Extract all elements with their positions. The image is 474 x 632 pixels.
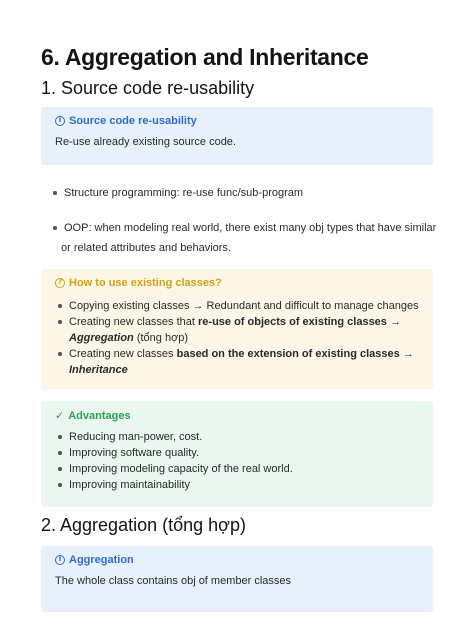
advantages-list bbox=[55, 429, 293, 493]
item-text: Creating new classes that bbox=[69, 316, 199, 328]
list-item: Improving software quality. bbox=[55, 445, 293, 461]
reuse-bullet-list bbox=[50, 185, 303, 201]
callout-body: Re-use already existing source code. bbox=[55, 136, 236, 148]
section-heading-aggregation: 2. Aggregation (tổng hợp) bbox=[41, 515, 246, 535]
list-item-oop bbox=[50, 220, 436, 236]
callout-title bbox=[55, 277, 222, 289]
question-icon bbox=[55, 278, 65, 288]
item-text: Creating new classes bbox=[69, 348, 177, 360]
info-icon bbox=[55, 116, 65, 126]
list-item-oop-line1: OOP: when modeling real world, there exist many obj types that have similar bbox=[64, 222, 437, 234]
item-text: (tổng hợp) bbox=[133, 332, 189, 344]
term-inheritance: Inheritance bbox=[69, 364, 128, 376]
callout-title-text: Advantages bbox=[68, 409, 131, 422]
list-item-inheritance bbox=[55, 346, 419, 362]
callout-title-text: Aggregation bbox=[69, 554, 134, 566]
callout-title bbox=[55, 554, 134, 566]
list-item-inheritance-continuation bbox=[55, 362, 419, 378]
callout-title bbox=[55, 409, 131, 422]
section-heading-reusability: 1. Source code re-usability bbox=[41, 78, 255, 98]
page-title: 6. Aggregation and Inheritance bbox=[41, 44, 369, 70]
callout-title-text: How to use existing classes? bbox=[69, 277, 222, 289]
check-icon: ✓ bbox=[55, 409, 65, 422]
term-aggregation: Aggregation bbox=[69, 332, 134, 344]
list-item-aggregation-continuation bbox=[55, 330, 419, 346]
list-item-structure-programming: Structure programming: re-use func/sub-program bbox=[50, 185, 303, 201]
callout-aggregation bbox=[41, 546, 433, 612]
item-bold-text: based on the extension of existing classes → bbox=[176, 348, 414, 360]
callout-how-to-use-existing-classes bbox=[41, 269, 433, 389]
list-item-copying: Copying existing classes → Redundant and difficult to manage changes bbox=[55, 298, 419, 314]
list-item: Improving modeling capacity of the real world. bbox=[55, 461, 293, 477]
callout-body: The whole class contains obj of member classes bbox=[55, 575, 291, 587]
callout-title-text: Source code re-usability bbox=[69, 115, 197, 127]
reuse-bullet-list-2 bbox=[50, 220, 436, 256]
item-bold-text: re-use of objects of existing classes → bbox=[198, 316, 401, 328]
info-icon bbox=[55, 555, 65, 565]
list-item-oop-line2: or related attributes and behaviors. bbox=[61, 242, 231, 254]
how-to-list bbox=[55, 298, 419, 378]
callout-title bbox=[55, 115, 197, 127]
list-item-oop-continuation bbox=[50, 236, 436, 256]
list-item: Reducing man-power, cost. bbox=[55, 429, 293, 445]
callout-advantages bbox=[41, 401, 433, 507]
callout-source-code-reusability bbox=[41, 107, 433, 165]
list-item: Improving maintainability bbox=[55, 477, 293, 493]
list-item-aggregation bbox=[55, 314, 419, 330]
